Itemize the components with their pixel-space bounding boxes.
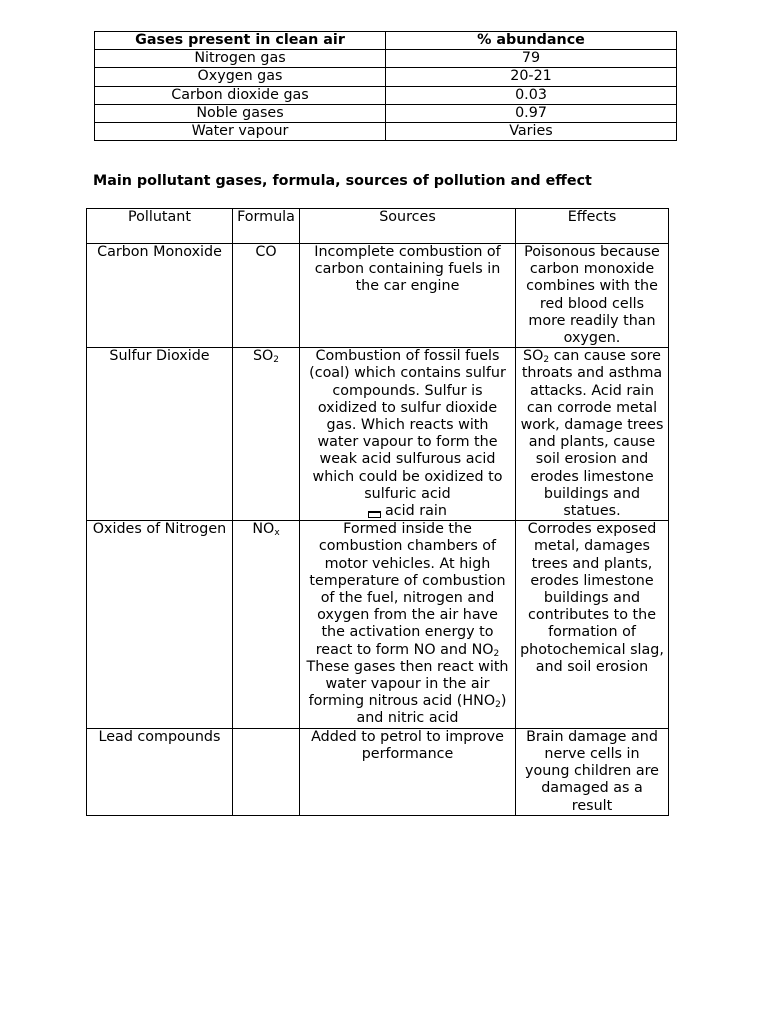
table-header-row [87, 209, 669, 244]
gas-name-cell: Nitrogen gas [95, 50, 386, 68]
abundance-cell: 20-21 [386, 68, 677, 86]
sources-subscript-2: 2 [495, 700, 501, 711]
gas-name-cell: Noble gases [95, 104, 386, 122]
column-header-abundance: % abundance [386, 32, 677, 50]
column-header-sources: Sources [300, 209, 516, 244]
table-row [87, 244, 669, 348]
column-header-formula: Formula [233, 209, 300, 244]
pollutant-cell: Sulfur Dioxide [87, 348, 233, 521]
effects-cell [516, 348, 669, 521]
table-row [95, 50, 677, 68]
gas-name-cell: Water vapour [95, 123, 386, 141]
section-heading: Main pollutant gases, formula, sources of pollution and effect [93, 173, 592, 189]
table-row [95, 86, 677, 104]
formula-cell: CO [233, 244, 300, 348]
formula-subscript: 2 [273, 355, 280, 366]
column-header-gas: Gases present in clean air [95, 32, 386, 50]
sources-cell: Incomplete combustion of carbon containing fuels in the car engine [300, 244, 516, 348]
effects-cell: Poisonous because carbon monoxide combines with the red blood cells more readily than oxygen. [516, 244, 669, 348]
sources-text-part3: ) and nitric acid [356, 693, 507, 727]
column-header-effects: Effects [516, 209, 669, 244]
sources-cell [300, 521, 516, 728]
abundance-cell: Varies [386, 123, 677, 141]
effects-formula-base: SO [523, 348, 544, 365]
table-row [87, 348, 669, 521]
sources-cell: Added to petrol to improve performance [300, 728, 516, 815]
gas-name-cell: Oxygen gas [95, 68, 386, 86]
formula-subscript: x [274, 528, 280, 539]
effects-cell: Brain damage and nerve cells in young children are damaged as a result [516, 728, 669, 815]
abundance-cell: 0.03 [386, 86, 677, 104]
sources-text: Combustion of fossil fuels (coal) which contains sulfur compounds. Sulfur is oxidized to sulfur dioxide gas. Which reacts with water vapour to form the weak acid sulfurous acid which could be oxidized to sulfuric acid [309, 348, 506, 502]
formula-cell [233, 521, 300, 728]
arrow-icon [368, 511, 381, 518]
clean-air-table [94, 31, 677, 141]
formula-cell [233, 728, 300, 815]
formula-base: SO [252, 348, 274, 365]
sources-text-part2: These gases then react with water vapour in the air forming nitrous acid (HNO [306, 658, 509, 710]
sources-subscript-1: 2 [493, 648, 500, 659]
pollutant-table [86, 208, 669, 816]
pollutant-cell: Oxides of Nitrogen [87, 521, 233, 728]
sources-text-part1: Formed inside the combustion chambers of motor vehicles. At high temperature of combustion of the fuel, nitrogen and oxygen from the air have the activation energy to react to form NO and NO [309, 521, 506, 658]
effects-cell: Corrodes exposed metal, damages trees and plants, erodes limestone buildings and contributes to the formation of photochemical slag, and soil erosion [516, 521, 669, 728]
table-row [95, 68, 677, 86]
abundance-cell: 79 [386, 50, 677, 68]
sources-tail: acid rain [385, 503, 447, 520]
pollutant-cell: Lead compounds [87, 728, 233, 815]
pollutant-cell: Carbon Monoxide [87, 244, 233, 348]
effects-text: can cause sore throats and asthma attacks. Acid rain can corrode metal work, damage trees and plants, cause soil erosion and erodes limestone buildings and statues. [520, 348, 664, 520]
sources-cell [300, 348, 516, 521]
gas-name-cell: Carbon dioxide gas [95, 86, 386, 104]
formula-cell [233, 348, 300, 521]
abundance-cell: 0.97 [386, 104, 677, 122]
effects-formula-subscript: 2 [543, 355, 550, 366]
table-row [87, 521, 669, 728]
formula-base: NO [252, 521, 275, 538]
column-header-pollutant: Pollutant [87, 209, 233, 244]
table-row [95, 123, 677, 141]
table-row [87, 728, 669, 815]
table-header-row [95, 32, 677, 50]
table-row [95, 104, 677, 122]
